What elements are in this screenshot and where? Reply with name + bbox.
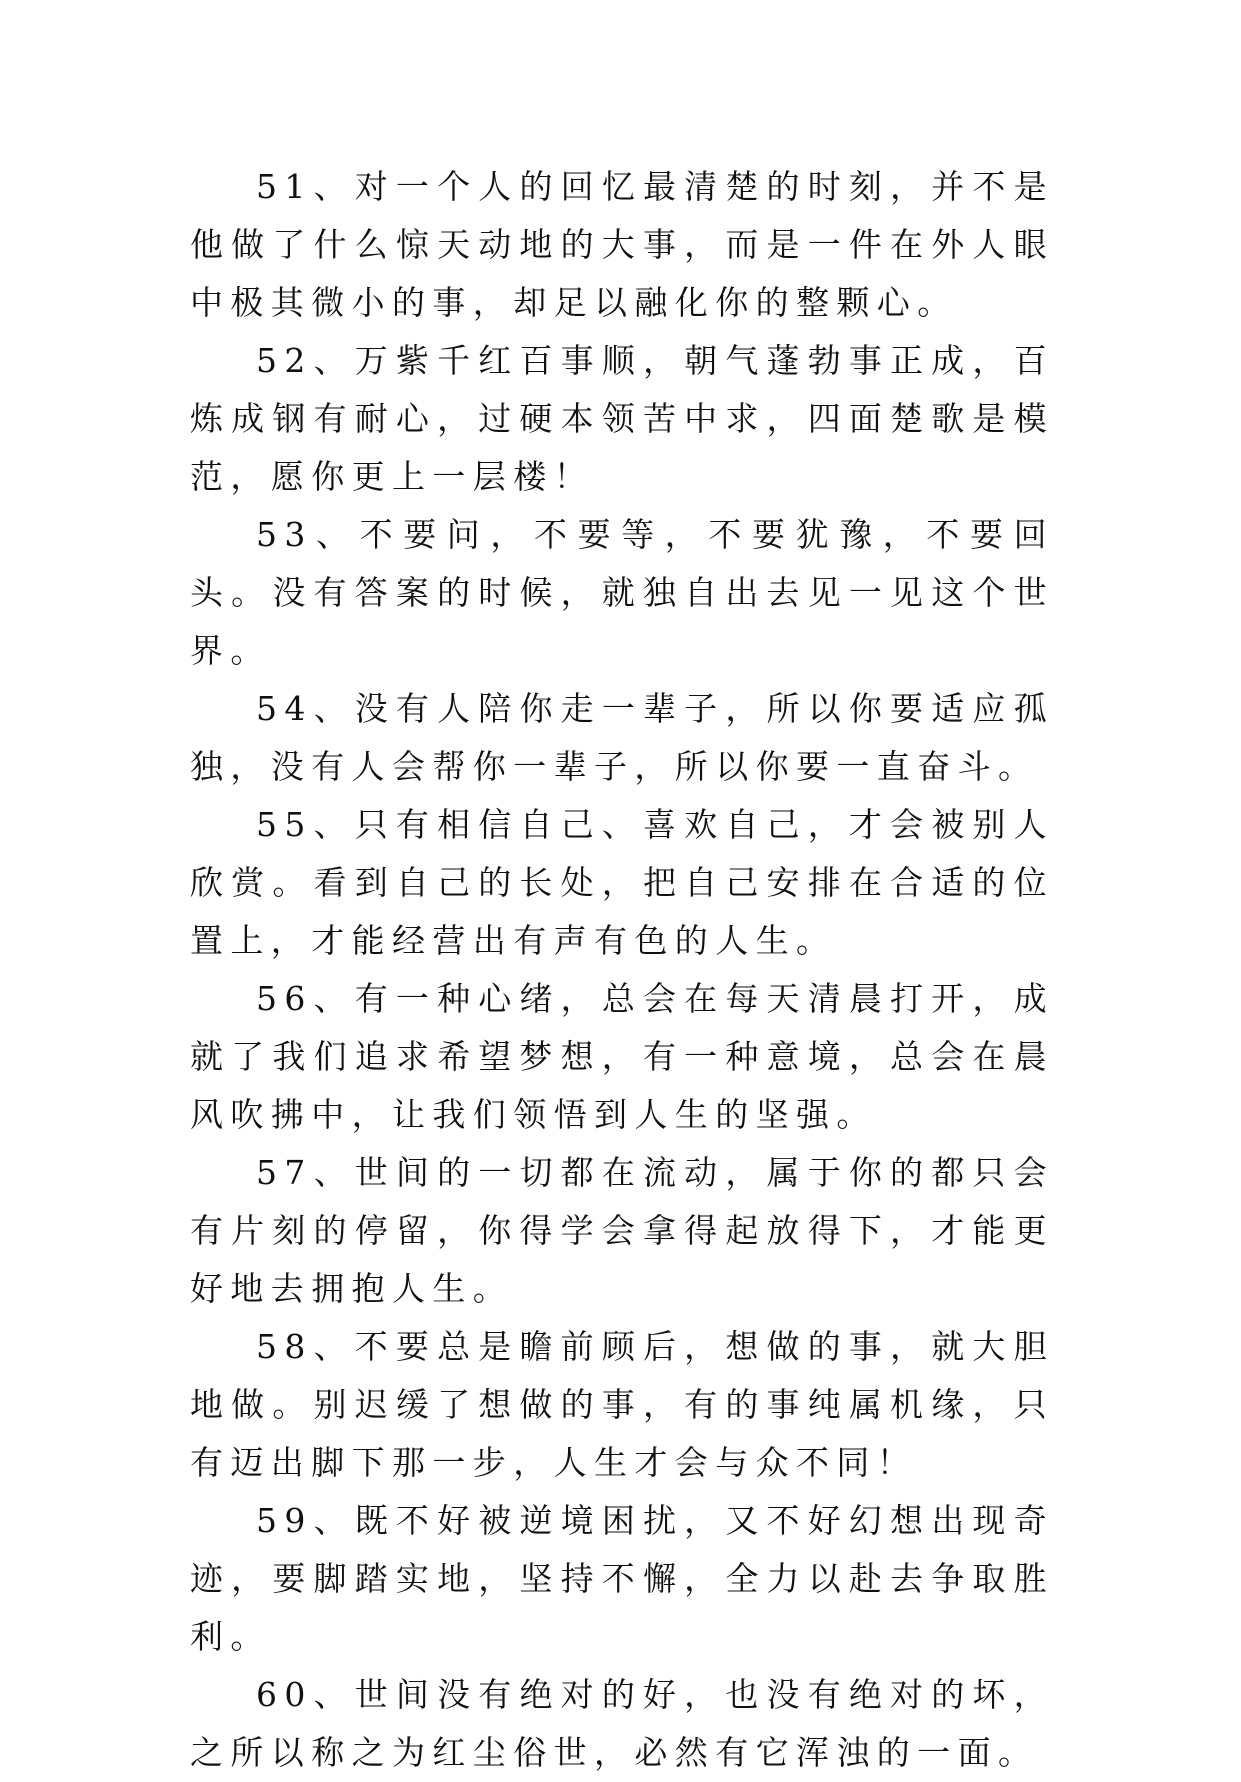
document-body <box>190 158 1054 1782</box>
paragraph-56: 56、有一种心绪，总会在每天清晨打开，成就了我们追求希望梦想，有一种意境，总会在晨风吹拂中，让我们领悟到人生的坚强。 <box>190 979 1054 1134</box>
paragraph-53: 53、不要问，不要等，不要犹豫，不要回头。没有答案的时候，就独自出去见一见这个世界。 <box>190 515 1054 670</box>
paragraph-55: 55、只有相信自己、喜欢自己，才会被别人欣赏。看到自己的长处，把自己安排在合适的位置上，才能经营出有声有色的人生。 <box>190 805 1054 960</box>
paragraph-59: 59、既不好被逆境困扰，又不好幻想出现奇迹，要脚踏实地，坚持不懈，全力以赴去争取胜利。 <box>190 1501 1054 1656</box>
paragraph-58: 58、不要总是瞻前顾后，想做的事，就大胆地做。别迟缓了想做的事，有的事纯属机缘，只有迈出脚下那一步，人生才会与众不同！ <box>190 1327 1054 1482</box>
paragraph-57: 57、世间的一切都在流动，属于你的都只会有片刻的停留，你得学会拿得起放得下，才能更好地去拥抱人生。 <box>190 1153 1054 1308</box>
paragraph-51: 51、对一个人的回忆最清楚的时刻，并不是他做了什么惊天动地的大事，而是一件在外人眼中极其微小的事，却足以融化你的整颗心。 <box>190 167 1054 322</box>
paragraph-54: 54、没有人陪你走一辈子，所以你要适应孤独，没有人会帮你一辈子，所以你要一直奋斗。 <box>190 689 1054 786</box>
paragraph-52: 52、万紫千红百事顺，朝气蓬勃事正成，百炼成钢有耐心，过硬本领苦中求，四面楚歌是模范，愿你更上一层楼！ <box>190 341 1054 496</box>
paragraph-60: 60、世间没有绝对的好，也没有绝对的坏，之所以称之为红尘俗世，必然有它浑浊的一面。 <box>190 1675 1054 1772</box>
